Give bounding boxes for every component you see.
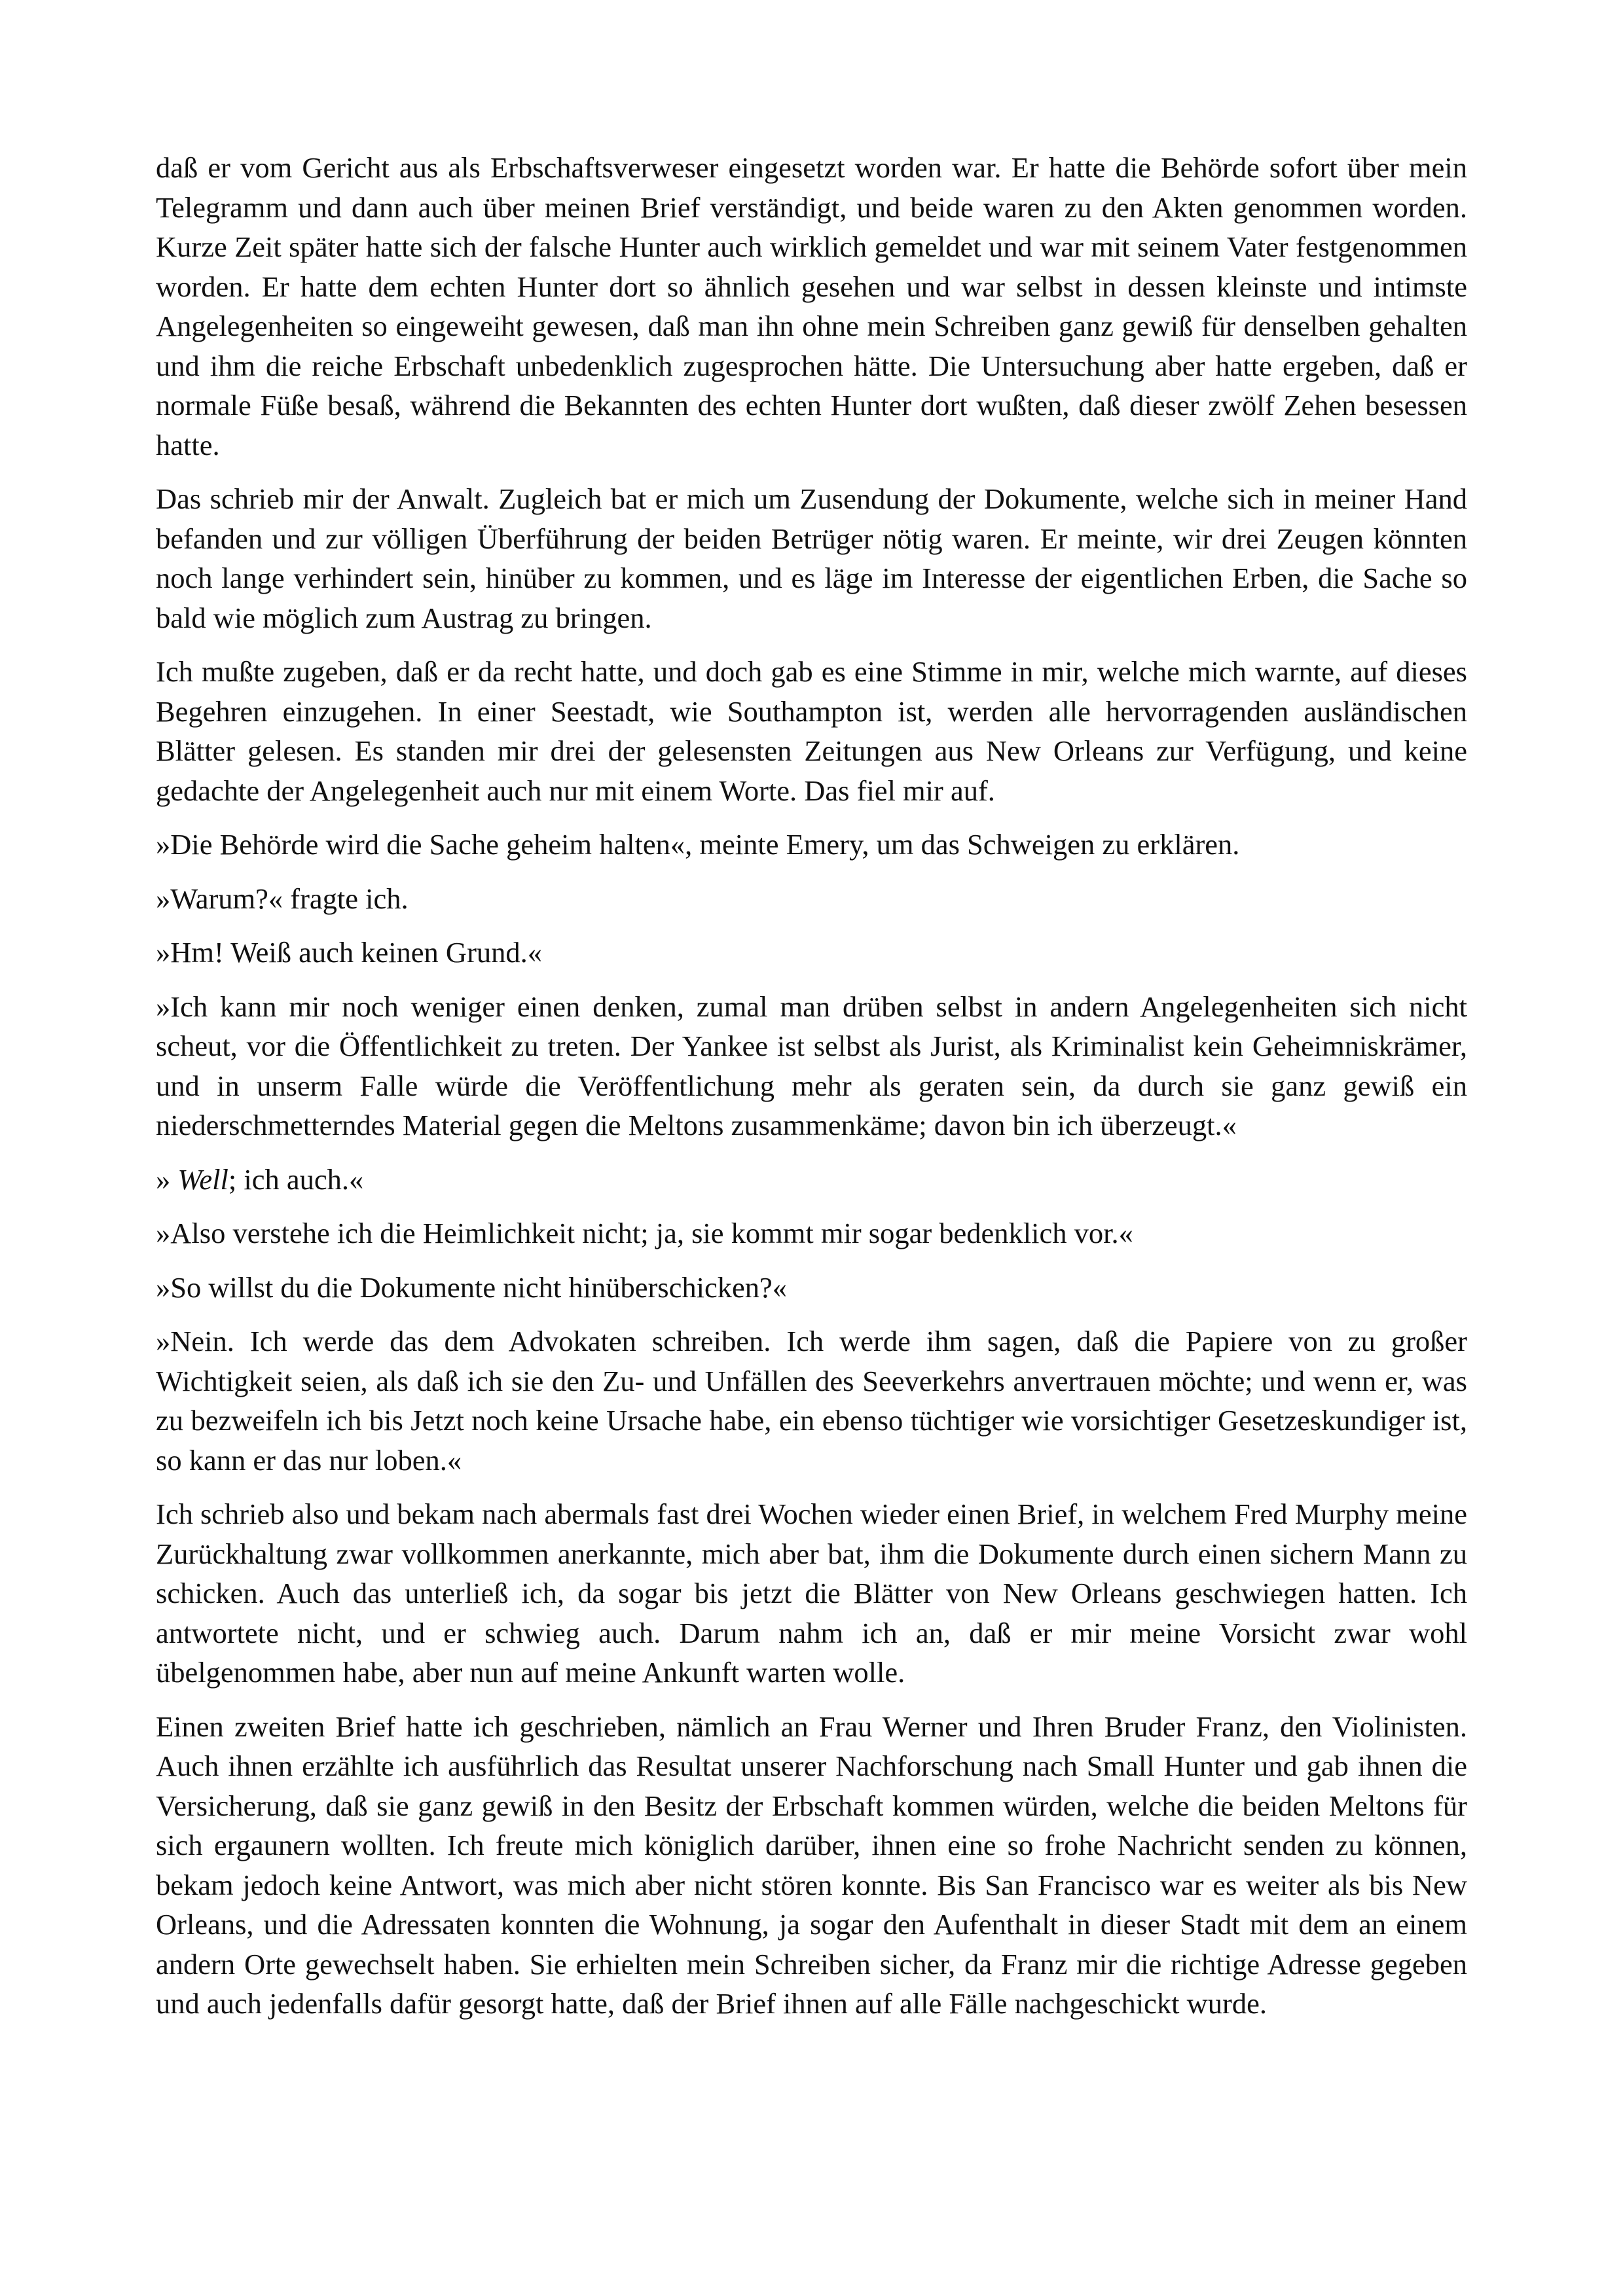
paragraph: Das schrieb mir der Anwalt. Zugleich bat er mich um Zusendung der Dokumente, welche sich in meiner Hand befanden und zur völligen Überführung der beiden Betrüger nötig waren. Er meinte, wir drei Zeugen könnten noch lange verhindert sein, hinüber zu kommen, und es läge im Interesse der eigentlichen Erben, die Sache so bald wie möglich zum Austrag zu bringen. (156, 482, 1467, 634)
paragraph: »Ich kann mir noch weniger einen denken, zumal man drüben selbst in andern Angelegenheiten sich nicht scheut, vor die Öffentlichkeit zu treten. Der Yankee ist selbst als Jurist, als Kriminalist kein Geheimniskrämer, und in unserm Falle würde die Veröffentlichung mehr als geraten sein, da durch sie ganz gewiß ein niederschmetterndes Material gegen die Meltons zusammenkäme; davon bin ich überzeugt.« (156, 990, 1467, 1141)
well-suffix: ; ich auch.« (228, 1162, 364, 1196)
paragraph: »Hm! Weiß auch keinen Grund.« (156, 936, 543, 969)
paragraph: »Nein. Ich werde das dem Advokaten schreiben. Ich werde ihm sagen, daß die Papiere von zu großer Wichtigkeit seien, als daß ich sie den Zu- und Unfällen des Seeverkehrs anvertrauen möchte; und wenn er, was zu bezweifeln ich bis Jetzt noch keine Ursache habe, ein ebenso tüchtiger wie vorsichtiger Gesetzeskundiger ist, so kann er das nur loben.« (156, 1325, 1467, 1477)
paragraph: »Die Behörde wird die Sache geheim halten«, meinte Emery, um das Schweigen zu erklären. (156, 828, 1240, 861)
well-prefix: » (156, 1162, 178, 1196)
paragraph: Ich schrieb also und bekam nach abermals fast drei Wochen wieder einen Brief, in welchem Fred Murphy meine Zurückhaltung zwar vollkommen anerkannte, mich aber bat, ihm die Dokumente durch einen sichern Mann zu schicken. Auch das unterließ ich, da sogar bis jetzt die Blätter von New Orleans geschwiegen hatten. Ich antwortete nicht, und er schwieg auch. Darum nahm ich an, daß er mir meine Vorsicht zwar wohl übelgenommen habe, aber nun auf meine Ankunft warten wolle. (156, 1498, 1467, 1689)
paragraph: »So willst du die Dokumente nicht hinüberschicken?« (156, 1270, 787, 1304)
document-page (156, 148, 1467, 2177)
well-italic: Well (177, 1162, 228, 1196)
paragraph: Ich mußte zugeben, daß er da recht hatte, und doch gab es eine Stimme in mir, welche mich warnte, auf dieses Begehren einzugehen. In einer Seestadt, wie Southampton ist, werden alle hervorragenden ausländischen Blätter gelesen. Es standen mir drei der gelesensten Zeitungen aus New Orleans zur Verfügung, und keine gedachte der Angelegenheit auch nur mit einem Worte. Das fiel mir auf. (156, 655, 1467, 807)
paragraph: »Warum?« fragte ich. (156, 882, 409, 915)
paragraph-well (156, 1160, 1467, 1200)
paragraph: Einen zweiten Brief hatte ich geschrieben, nämlich an Frau Werner und Ihren Bruder Franz, den Violinisten. Auch ihnen erzählte ich ausführlich das Resultat unserer Nachforschung nach Small Hunter und gab ihnen die Versicherung, daß sie ganz gewiß in den Besitz der Erbschaft kommen würden, welche die beiden Meltons für sich ergaunern wollten. Ich freute mich königlich darüber, ihnen eine so frohe Nachricht senden zu können, bekam jedoch keine Antwort, was mich aber nicht stören konnte. Bis San Francisco war es weiter als bis New Orleans, und die Adressaten konnten die Wohnung, ja sogar den Aufenthalt in dieser Stadt mit dem an einem andern Orte gewechselt haben. Sie erhielten mein Schreiben sicher, da Franz mir die richtige Adresse gegeben und auch jedenfalls dafür gesorgt hatte, daß der Brief ihnen auf alle Fälle nachgeschickt wurde. (156, 1710, 1467, 2020)
paragraph: daß er vom Gericht aus als Erbschaftsverweser eingesetzt worden war. Er hatte die Behörde sofort über mein Telegramm und dann auch über meinen Brief verständigt, und beide waren zu den Akten genommen worden. Kurze Zeit später hatte sich der falsche Hunter auch wirklich gemeldet und war mit seinem Vater festgenommen worden. Er hatte dem echten Hunter dort so ähnlich gesehen und war selbst in dessen kleinste und intimste Angelegenheiten so eingeweiht gewesen, daß man ihn ohne mein Schreiben ganz gewiß für denselben gehalten und ihm die reiche Erbschaft unbedenklich zugesprochen hätte. Die Untersuchung aber hatte ergeben, daß er normale Füße besaß, während die Bekannten des echten Hunter dort wußten, daß dieser zwölf Zehen besessen hatte. (156, 151, 1467, 461)
paragraph: »Also verstehe ich die Heimlichkeit nicht; ja, sie kommt mir sogar bedenklich vor.« (156, 1217, 1133, 1249)
